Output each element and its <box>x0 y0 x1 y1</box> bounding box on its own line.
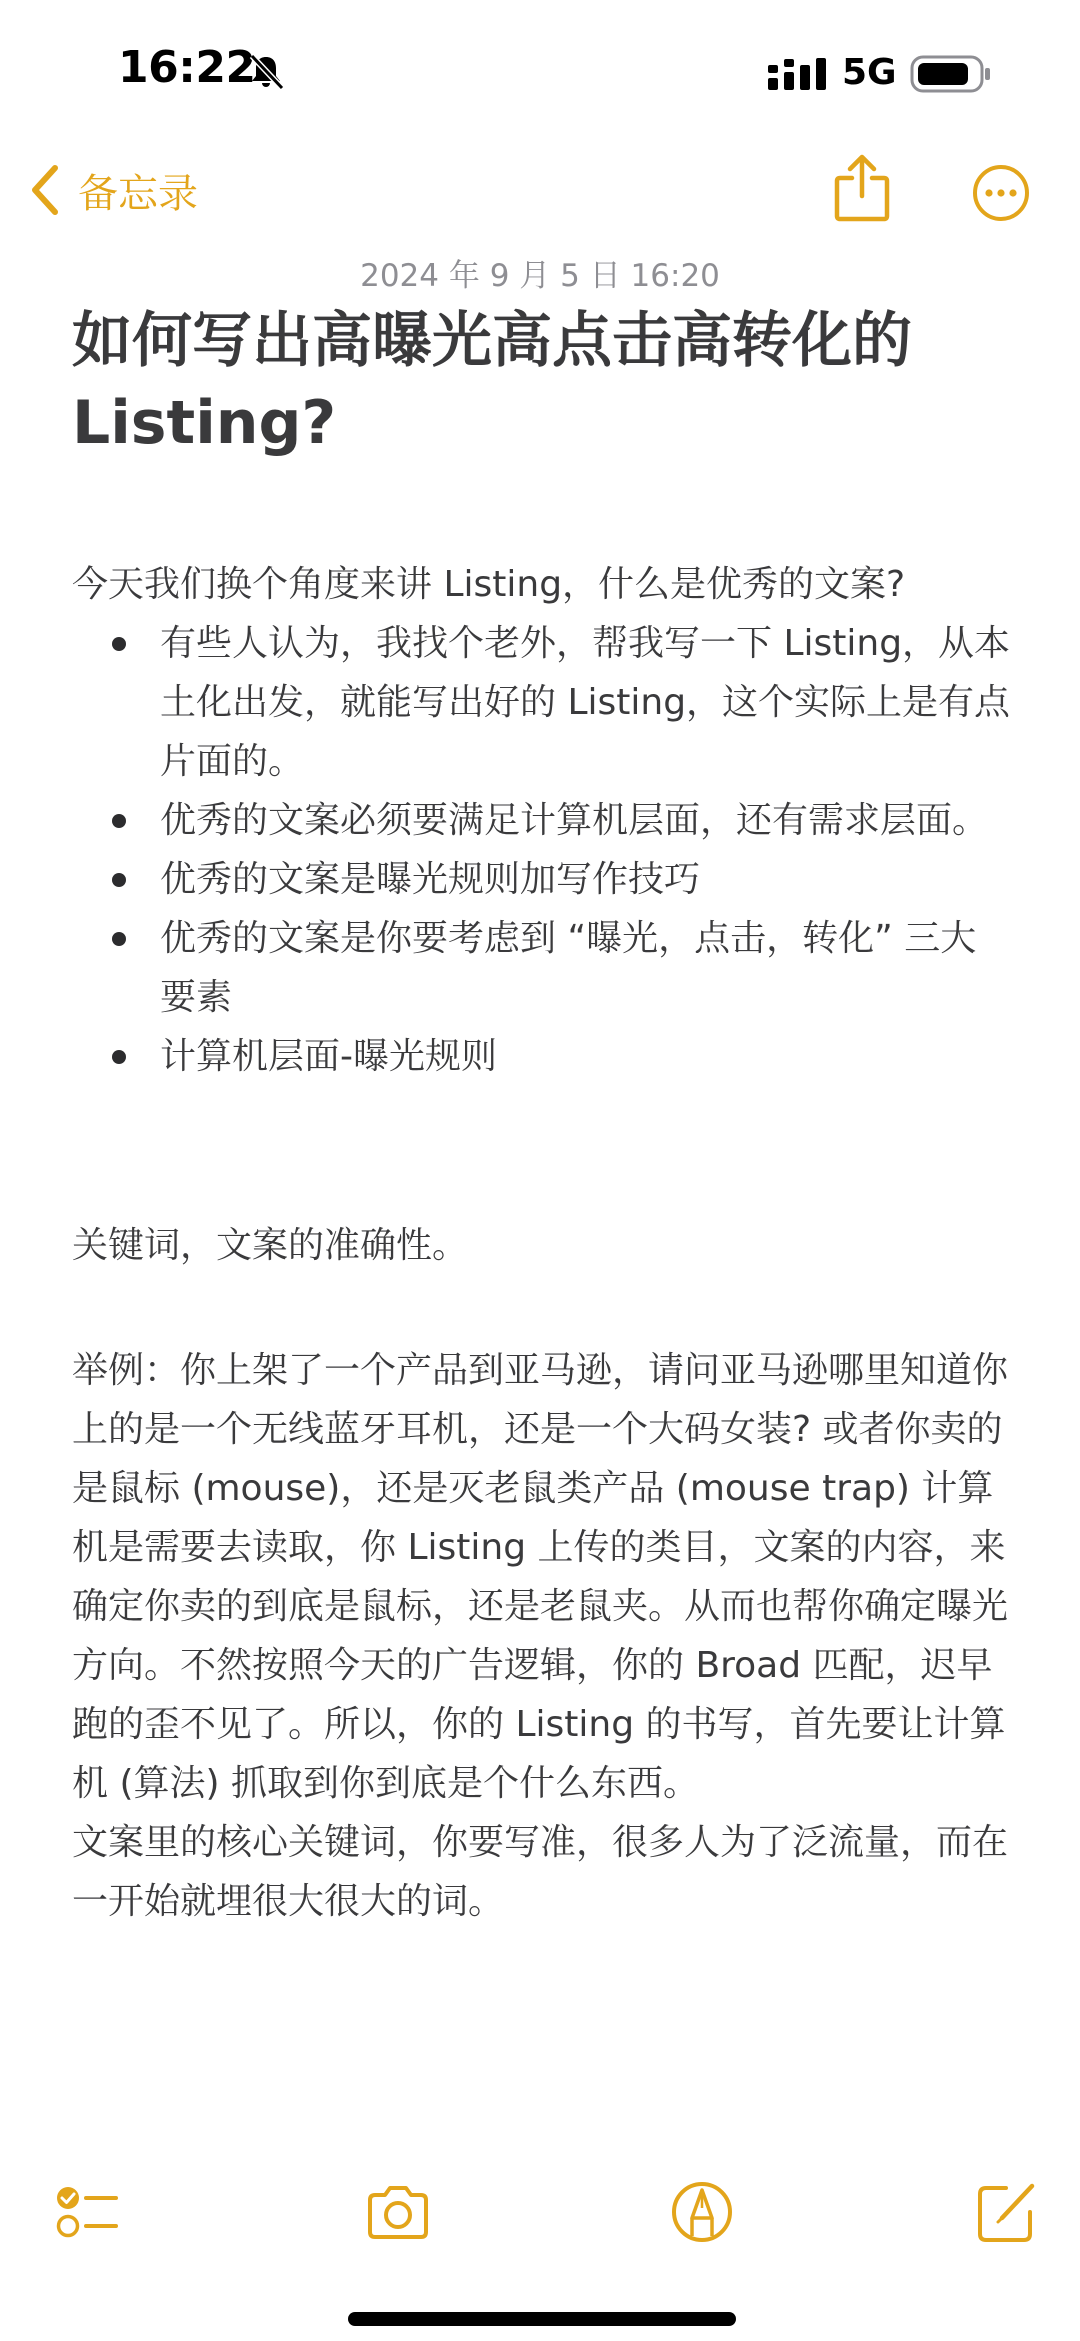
bullet-list <box>72 614 1012 1086</box>
compose-icon[interactable] <box>972 2178 1040 2246</box>
blank-line <box>72 1275 1012 1341</box>
blank-lines <box>72 1086 1012 1216</box>
list-item: 优秀的文案是曝光规则加写作技巧 <box>72 850 1012 909</box>
bell-slash-icon <box>246 52 286 92</box>
chevron-left-icon <box>30 164 60 216</box>
closing-paragraph: 文案里的核心关键词，你要写准，很多人为了泛流量，而在一开始就埋很大很大的词。 <box>72 1822 1009 1922</box>
network-type: 5G <box>842 52 897 93</box>
list-item: 优秀的文案是你要考虑到 “曝光，点击，转化” 三大要素 <box>72 909 1012 1027</box>
list-item: 优秀的文案必须要满足计算机层面，还有需求层面。 <box>72 791 1012 850</box>
more-icon[interactable] <box>972 164 1030 222</box>
status-time: 16:22 <box>118 42 256 93</box>
list-item: 计算机层面-曝光规则 <box>72 1027 1012 1086</box>
camera-icon[interactable] <box>364 2178 432 2246</box>
note-body[interactable] <box>72 555 1012 1931</box>
keywords-line: 关键词，文案的准确性。 <box>72 1225 469 1266</box>
checklist-icon[interactable] <box>52 2178 120 2246</box>
share-icon[interactable] <box>832 152 892 224</box>
home-indicator[interactable] <box>348 2312 736 2326</box>
note-date: 2024 年 9 月 5 日 16:20 <box>360 258 720 294</box>
note-intro: 今天我们换个角度来讲 Listing，什么是优秀的文案? <box>72 564 906 605</box>
markup-pen-icon[interactable] <box>668 2178 736 2246</box>
example-paragraph: 举例：你上架了一个产品到亚马逊，请问亚马逊哪里知道你上的是一个无线蓝牙耳机，还是一个大码女装? 或者你卖的是鼠标 (mouse)，还是灭老鼠类产品 (mouse trap) 计算机是需要去读取，你 Listing 上传的类目，文案的内容，来确定你卖的到底是鼠标，还是老鼠夹。从而也帮你确定曝光方向。不然按照今天的广告逻辑，你的 Broad 匹配，迟早跑的歪不见了。所以，你的 Listing 的书写，首先要让计算机 (算法) 抓取到你到底是个什么东西。 <box>72 1350 1009 1804</box>
note-title[interactable]: 如何写出高曝光高点击高转化的 Listing? <box>72 306 912 458</box>
list-item: 有些人认为，我找个老外，帮我写一下 Listing，从本土化出发，就能写出好的 Listing，这个实际上是有点片面的。 <box>72 614 1012 791</box>
back-label: 备忘录 <box>78 170 198 217</box>
battery-icon <box>910 54 992 94</box>
back-button[interactable] <box>30 160 198 220</box>
cellular-signal-icon <box>768 56 826 92</box>
